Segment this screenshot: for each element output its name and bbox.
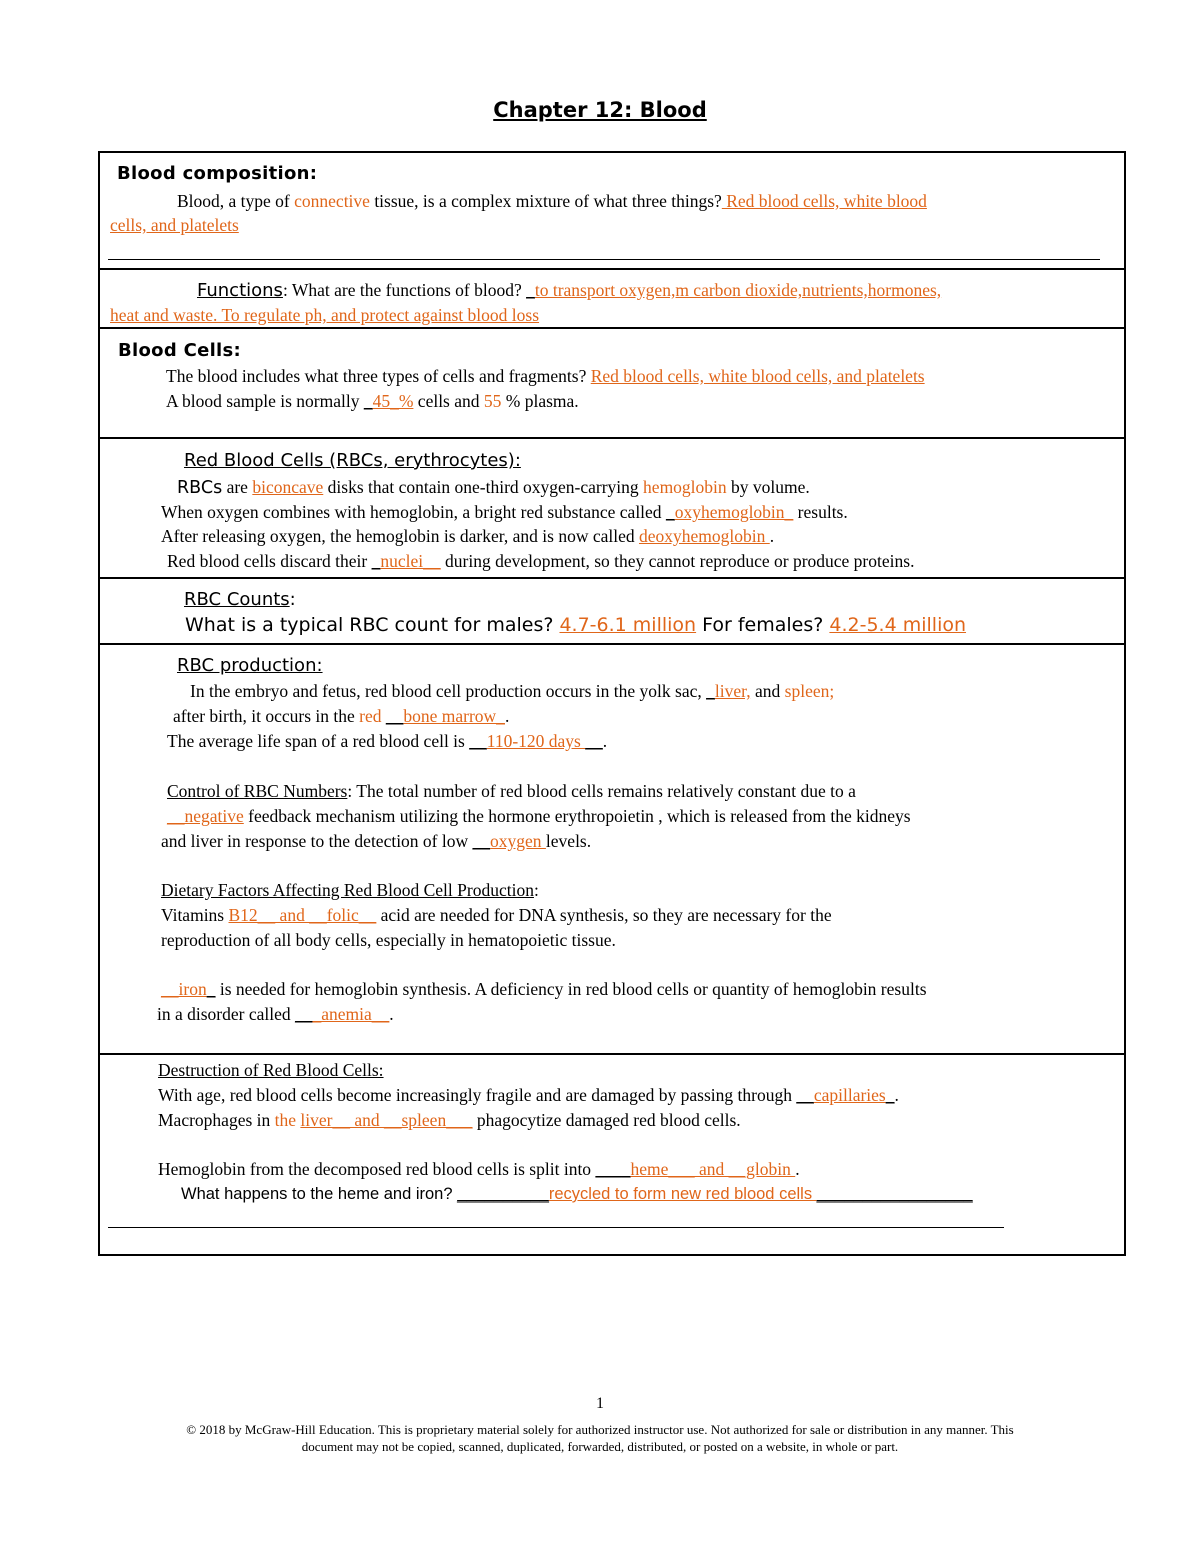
answer-nuclei: nuclei__ [380, 551, 441, 571]
composition-question: Blood, a type of connective tissue, is a complex mixture of what three things? Red blood cells, white blood [177, 191, 927, 211]
copyright-line-1: © 2018 by McGraw-Hill Education. This is proprietary material solely for authorized instructor use. Not authorized for sale or distribution in any manner. This [186, 1422, 1014, 1437]
cells-question-2: A blood sample is normally _45_% cells and 55 % plasma. [166, 391, 579, 411]
counts-heading-line: RBC Counts: [184, 589, 296, 610]
answer-life-span: 110-120 days [486, 731, 586, 751]
destruction-heading: Destruction of Red Blood Cells: [158, 1060, 384, 1080]
copyright-line-2: document may not be copied, scanned, duplicated, forwarded, distributed, or posted on a website, in whole or part. [301, 1439, 899, 1454]
answer-biconcave: biconcave [252, 477, 324, 497]
answer-oxyhemoglobin: oxyhemoglobin_ [674, 502, 794, 522]
cells-heading: Blood Cells: [118, 340, 242, 361]
answer-the: the [274, 1110, 301, 1130]
answer-functions: to transport oxygen,m carbon dioxide,nutrients,hormones, [534, 280, 942, 300]
functions-answer-cont: heat and waste. To regulate ph, and protect against blood loss [110, 305, 540, 325]
page-number: 1 [596, 1395, 604, 1412]
control-line-2: __negative feedback mechanism utilizing the hormone erythropoietin , which is released from the kidneys [167, 806, 911, 826]
answer-vitamins: B12__ and __folic__ [228, 905, 377, 925]
destruction-line-1: With age, red blood cells become increasingly fragile and are damaged by passing through __capillaries_. [158, 1085, 899, 1105]
blank-line [108, 259, 1100, 260]
rbc-heading: Red Blood Cells (RBCs, erythrocytes): [184, 450, 521, 471]
cells-question-1: The blood includes what three types of cells and fragments? Red blood cells, white blood cells, and platelets [166, 366, 925, 386]
control-line-3: and liver in response to the detection of low __oxygen levels. [161, 831, 592, 851]
answer-oxygen: oxygen [490, 831, 546, 851]
answer-liver: liver, [714, 681, 751, 701]
section-divider [100, 643, 1124, 645]
section-divider [100, 1053, 1124, 1055]
functions-heading: Functions [197, 280, 283, 301]
control-line-1: Control of RBC Numbers: The total number of red blood cells remains relatively constant due to a [167, 781, 856, 801]
section-divider [100, 268, 1124, 270]
production-line-2: after birth, it occurs in the red __bone marrow_. [173, 706, 510, 726]
section-divider [100, 577, 1124, 579]
diet-line-3: __iron_ is needed for hemoglobin synthesis. A deficiency in red blood cells or quantity of hemoglobin results [161, 979, 927, 999]
answer-iron: __iron [161, 979, 207, 999]
answer-anemia: _anemia__ [312, 1004, 390, 1024]
control-heading: Control of RBC Numbers [167, 781, 348, 801]
rbc-line-2: When oxygen combines with hemoglobin, a bright red substance called _oxyhemoglobin_ results. [161, 502, 848, 522]
section-divider [100, 327, 1124, 329]
production-line-3: The average life span of a red blood cell is __110-120 days __. [167, 731, 608, 751]
answer-liver-spleen: liver__ and __spleen___ [300, 1110, 473, 1130]
section-divider [100, 437, 1124, 439]
answer-heme-globin: heme___ and __globin [630, 1159, 796, 1179]
diet-heading: Dietary Factors Affecting Red Blood Cell Production [161, 880, 534, 900]
answer-negative: __negative [167, 806, 244, 826]
answer-connective: connective [294, 191, 370, 211]
answer-cells-percent: 45_% [372, 391, 414, 411]
diet-line-2: reproduction of all body cells, especially in hematopoietic tissue. [161, 930, 616, 950]
page-title: Chapter 12: Blood [493, 98, 707, 122]
diet-heading-line: Dietary Factors Affecting Red Blood Cell Production: [161, 880, 539, 900]
answer-bone-marrow: bone marrow_ [403, 706, 505, 726]
composition-heading: Blood composition: [117, 163, 318, 184]
answer-cell-types: Red blood cells, white blood cells, and platelets [590, 366, 925, 386]
answer-three-things: Red blood cells, white blood [721, 191, 927, 211]
answer-deoxyhemoglobin: deoxyhemoglobin [638, 526, 770, 546]
composition-answer-cont: cells, and platelets [110, 215, 239, 235]
counts-question: What is a typical RBC count for males? 4.7-6.1 million For females? 4.2-5.4 million [185, 614, 967, 636]
production-heading: RBC production: [177, 655, 323, 676]
answer-female-count: 4.2-5.4 million [829, 614, 967, 636]
answer-recycled: recycled to form new red blood cells [548, 1185, 817, 1203]
blank-line [108, 1227, 1004, 1228]
counts-heading: RBC Counts [184, 589, 290, 610]
diet-line-4: in a disorder called ___anemia__. [157, 1004, 394, 1024]
destruction-line-2: Macrophages in the liver__ and __spleen___ phagocytize damaged red blood cells. [158, 1110, 741, 1130]
destruction-line-3: Hemoglobin from the decomposed red blood cells is split into ____heme___ and __globin . [158, 1159, 800, 1179]
rbc-line-3: After releasing oxygen, the hemoglobin is darker, and is now called deoxyhemoglobin . [161, 526, 775, 546]
rbc-line-4: Red blood cells discard their _nuclei__ during development, so they cannot reproduce or produce proteins. [167, 551, 915, 571]
answer-hemoglobin: hemoglobin [643, 477, 727, 497]
answer-capillaries: capillaries [813, 1085, 886, 1105]
answer-male-count: 4.7-6.1 million [559, 614, 697, 636]
rbc-line-1: RBCs are biconcave disks that contain one-third oxygen-carrying hemoglobin by volume. [177, 477, 810, 498]
answer-spleen: spleen; [784, 681, 835, 701]
answer-plasma-percent: 55 [483, 391, 502, 411]
answer-red: red [359, 706, 386, 726]
destruction-line-4: What happens to the heme and iron? __________recycled to form new red blood cells _________________ [181, 1185, 973, 1203]
functions-question: Functions: What are the functions of blood? _to transport oxygen,m carbon dioxide,nutrients,hormones, [197, 280, 942, 301]
production-line-1: In the embryo and fetus, red blood cell production occurs in the yolk sac, _liver, and spleen; [190, 681, 835, 701]
diet-line-1: Vitamins B12__ and __folic__ acid are needed for DNA synthesis, so they are necessary for the [161, 905, 832, 925]
